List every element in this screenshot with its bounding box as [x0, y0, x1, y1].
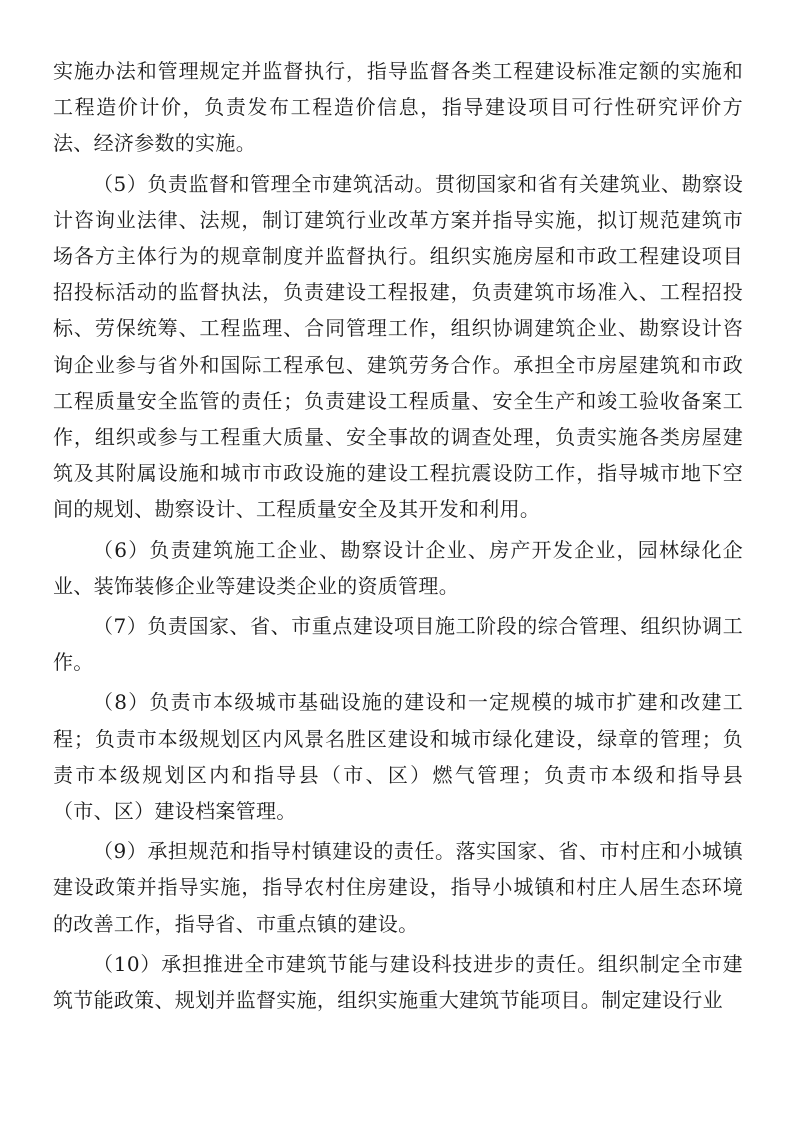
- paragraph-item-5: （5）负责监督和管理全市建筑活动。贯彻国家和省有关建筑业、勘察设计咨询业法律、法规，制订建筑行业改革方案并指导实施，拟订规范建筑市场各方主体行为的规章制度并监督执行。组织实施房屋和市政工程建设项目招投标活动的监督执法，负责建设工程报建，负责建筑市场准入、工程招投标、劳保统筹、工程监理、合同管理工作，组织协调建筑企业、勘察设计咨询企业参与省外和国际工程承包、建筑劳务合作。承担全市房屋建筑和市政工程质量安全监管的责任；负责建设工程质量、安全生产和竣工验收备案工作，组织或参与工程重大质量、安全事故的调查处理，负责实施各类房屋建筑及其附属设施和城市市政设施的建设工程抗震设防工作，指导城市地下空间的规划、勘察设计、工程质量安全及其开发和利用。: [53, 171, 743, 522]
- paragraph-item-8: （8）负责市本级城市基础设施的建设和一定规模的城市扩建和改建工程；负责市本级规划区内风景名胜区建设和城市绿化建设，绿章的管理；负责市本级规划区内和指导县（市、区）燃气管理；负责市本级和指导县（市、区）建设档案管理。: [53, 690, 743, 824]
- paragraph-item-7: （7）负责国家、省、市重点建设项目施工阶段的综合管理、组织协调工作。: [53, 614, 743, 675]
- paragraph-item-9: （9）承担规范和指导村镇建设的责任。落实国家、省、市村庄和小城镇建设政策并指导实施，指导农村住房建设，指导小城镇和村庄人居生态环境的改善工作，指导省、市重点镇的建设。: [53, 839, 743, 936]
- paragraph-item-6: （6）负责建筑施工企业、勘察设计企业、房产开发企业，园林绿化企业、装饰装修企业等建设类企业的资质管理。: [53, 537, 743, 598]
- document-body: [53, 53, 743, 1022]
- paragraph-item-10: （10）承担推进全市建筑节能与建设科技进步的责任。组织制定全市建筑节能政策、规划并监督实施，组织实施重大建筑节能项目。制定建设行业: [53, 951, 743, 1013]
- paragraph-continuation: 实施办法和管理规定并监督执行，指导监督各类工程建设标准定额的实施和工程造价计价，负责发布工程造价信息，指导建设项目可行性研究评价方法、经济参数的实施。: [53, 59, 743, 156]
